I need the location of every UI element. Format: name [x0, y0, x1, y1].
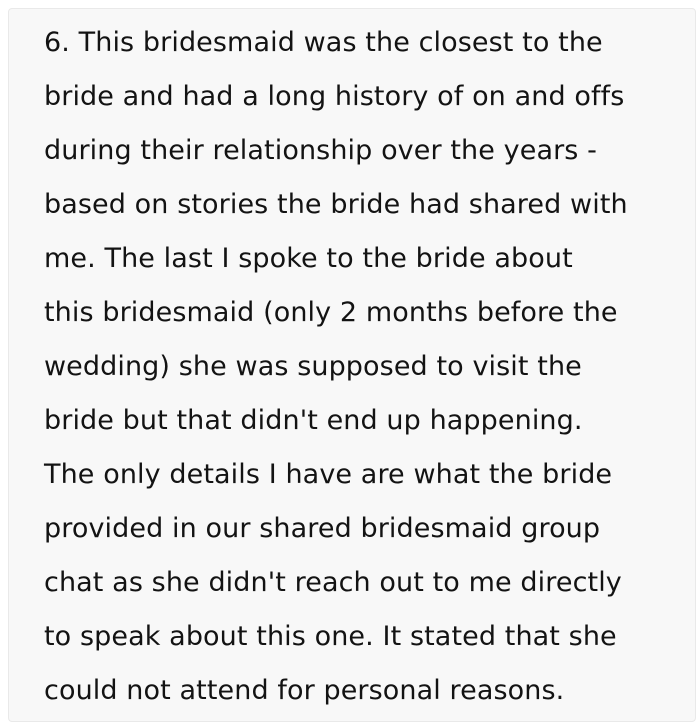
quote-line: provided in our shared bridesmaid group — [44, 513, 601, 544]
quote-line: during their relationship over the years - — [44, 135, 597, 166]
quote-line: The only details I have are what the bride — [44, 459, 613, 490]
quote-line: chat as she didn't reach out to me directly — [44, 567, 622, 598]
quote-line: bride but that didn't end up happening. — [44, 405, 583, 436]
quote-line: bride and had a long history of on and offs — [44, 81, 625, 112]
quote-line: this bridesmaid (only 2 months before the — [44, 297, 618, 328]
quote-line: to speak about this one. It stated that she — [44, 621, 617, 652]
quote-line: 6. This bridesmaid was the closest to the — [44, 27, 603, 58]
quote-line: me. The last I spoke to the bride about — [44, 243, 573, 274]
quote-line: wedding) she was supposed to visit the — [44, 351, 582, 382]
quote-card — [8, 8, 696, 722]
quote-line: could not attend for personal reasons. — [44, 675, 565, 706]
quote-text-block — [9, 9, 695, 718]
quote-line: based on stories the bride had shared with — [44, 189, 628, 220]
